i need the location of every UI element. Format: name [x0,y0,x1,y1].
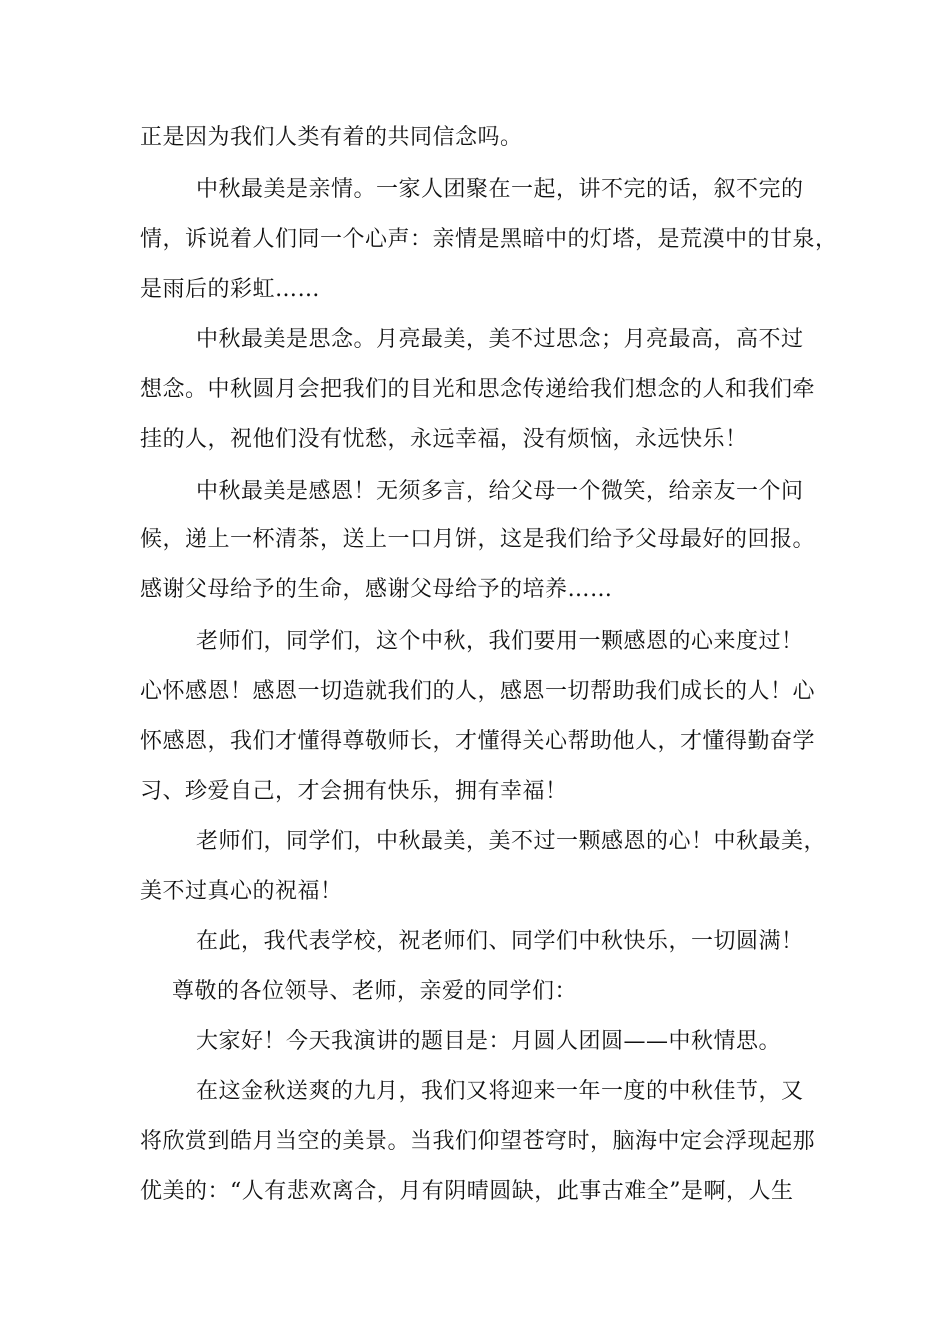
salutation-line: 尊敬的各位领导、老师，亲爱的同学们： [172,979,578,1004]
text-line: 优美的：“人有悲欢离合，月有阴晴圆缺，此事古难全”是啊，人生 [140,1179,794,1204]
paragraph-start-line: 老师们，同学们，中秋最美，美不过一颗感恩的心！中秋最美， [196,829,827,854]
text-line: 候，递上一杯清茶，送上一口月饼，这是我们给予父母最好的回报。 [140,527,816,552]
text-line: 正是因为我们人类有着的共同信念吗。 [140,125,523,150]
paragraph-start-line: 老师们，同学们，这个中秋，我们要用一颗感恩的心来度过！ [196,629,804,654]
paragraph-start-line: 在此，我代表学校，祝老师们、同学们中秋快乐，一切圆满！ [196,929,804,954]
text-line: 感谢父母给予的生命，感谢父母给予的培养…… [140,577,613,602]
paragraph-start-line: 中秋最美是感恩！无须多言，给父母一个微笑，给亲友一个问 [196,479,804,504]
paragraph-start-line: 大家好！今天我演讲的题目是：月圆人团圆——中秋情思。 [196,1029,782,1054]
text-line: 将欣赏到皓月当空的美景。当我们仰望苍穹时，脑海中定会浮现起那 [140,1129,816,1154]
text-line: 想念。中秋圆月会把我们的目光和思念传递给我们想念的人和我们牵 [140,377,816,402]
text-line: 挂的人，祝他们没有忧愁，永远幸福，没有烦恼，永远快乐！ [140,427,748,452]
text-line: 情，诉说着人们同一个心声：亲情是黑暗中的灯塔，是荒漠中的甘泉， [140,227,838,252]
text-line: 怀感恩，我们才懂得尊敬师长，才懂得关心帮助他人，才懂得勤奋学 [140,729,816,754]
text-line: 习、珍爱自己，才会拥有快乐，拥有幸福！ [140,779,568,804]
paragraph-start-line: 中秋最美是思念。月亮最美，美不过思念；月亮最高，高不过 [196,327,804,352]
paragraph-start-line: 中秋最美是亲情。一家人团聚在一起，讲不完的话，叙不完的 [196,177,804,202]
text-line: 心怀感恩！感恩一切造就我们的人，感恩一切帮助我们成长的人！心 [140,679,816,704]
paragraph-start-line: 在这金秋送爽的九月，我们又将迎来一年一度的中秋佳节，又 [196,1079,804,1104]
text-line: 是雨后的彩虹…… [140,277,321,302]
text-line: 美不过真心的祝福！ [140,879,343,904]
